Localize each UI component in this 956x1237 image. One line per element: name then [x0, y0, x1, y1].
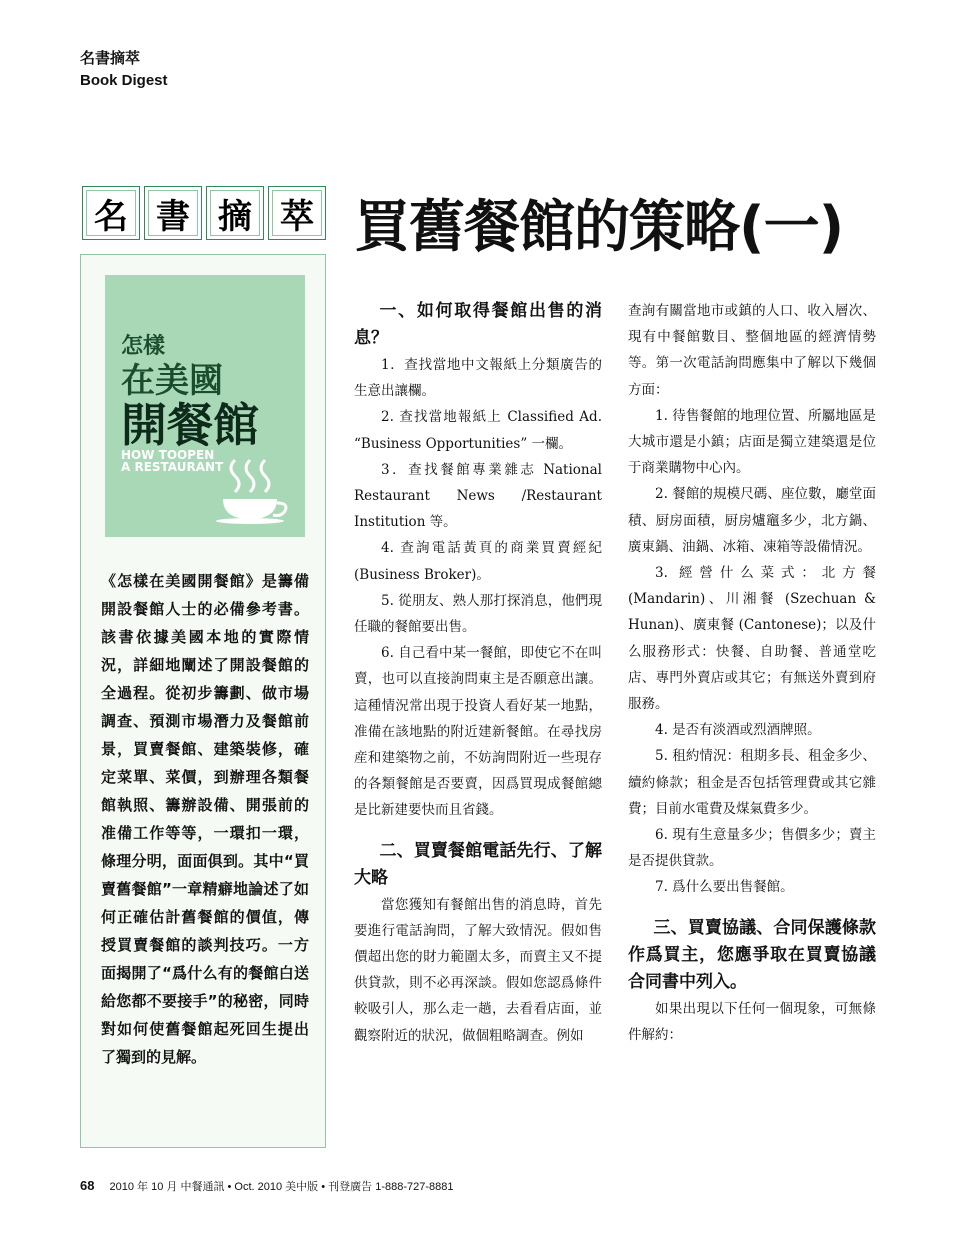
paragraph: 4. 是否有淡酒或烈酒牌照。: [655, 722, 821, 739]
section-title-en: Book Digest: [80, 72, 168, 89]
paragraph: 5. 從朋友、熟人那打探消息，他們現任職的餐館要出售。: [354, 592, 602, 636]
paragraph: 1．查找當地中文報紙上分類廣告的生意出讓欄。: [354, 357, 602, 400]
article-title: 買舊餐館的策略(一): [354, 195, 844, 260]
box-char: 名: [82, 186, 140, 240]
book-cover: [105, 275, 305, 537]
paragraph: 2. 餐館的規模尺碼、座位數，廳堂面積、厨房面積，厨房爐竈多少，北方鍋、廣東鍋、油鍋、冰箱、凍箱等設備情況。: [628, 486, 876, 555]
box-char: 摘: [206, 186, 264, 240]
box-char: 書: [144, 186, 202, 240]
section-heading: 三、買賣協議、合同保護條款作爲買主，您應爭取在買賣協議合同書中列入。: [628, 917, 876, 992]
paragraph: 2. 查找當地報紙上 Classified Ad. “Business Opportunities” 一欄。: [354, 409, 602, 452]
page-number: 68: [80, 1178, 95, 1193]
paragraph: 如果出現以下任何一個現象，可無條件解約：: [628, 1000, 876, 1043]
sidebar: [80, 254, 326, 1148]
section-heading: 一、如何取得餐館出售的消息？: [354, 301, 602, 348]
page-footer: [80, 1178, 453, 1194]
book-summary: 《怎樣在美國開餐館》是籌備開設餐館人士的必備參考書。該書依據美國本地的實際情況，詳細地闡述了開設餐館的全過程。從初步籌劃、做市場調查、預測市場潛力及餐館前景，買賣餐館、建築裝修，確定菜單、菜價，到辦理各類餐館執照、籌辦設備、開張前的准備工作等等，一環扣一環，條理分明，面面俱到。其中“買賣舊餐館”一章精癖地論述了如何正確估計舊餐館的價值，傳授買賣餐館的談判技巧。一方面揭開了“爲什么有的餐館白送給您都不要接手”的秘密，同時對如何使舊餐館起死回生提出了獨到的見解。: [101, 572, 309, 1066]
paragraph: 3．查找餐館專業雜志 National Restaurant News /Restaurant Institution 等。: [354, 461, 602, 531]
coffee-cup-icon: [205, 455, 295, 525]
footer-text: 2010 年 10 月 中餐通訊 • Oct. 2010 美中版 • 刊登廣告 1-888-727-8881: [109, 1181, 454, 1193]
paragraph: 4. 查詢電話黃頁的商業買賣經紀 (Business Broker)。: [354, 540, 602, 583]
cover-line: 在美國: [121, 361, 223, 401]
box-char: 萃: [268, 186, 326, 240]
paragraph: 1. 待售餐館的地理位置、所屬地區是大城市還是小鎮；店面是獨立建築還是位于商業購物中心內。: [628, 407, 876, 477]
paragraph: 3. 經營什么菜式：北方餐 (Mandarin)、川湘餐 (Szechuan & Hunan)、廣東餐 (Cantonese)；以及什么服務形式：快餐、自助餐、普通堂吃店、專門外賣店或其它；有無送外賣到府服務。: [628, 565, 876, 713]
paragraph: 6. 現有生意量多少；售價多少；賣主是否提供貸款。: [628, 827, 876, 870]
article-column-1: [354, 298, 602, 1049]
section-header: [80, 48, 168, 92]
cover-line: 開餐館: [121, 398, 259, 452]
section-title-zh: 名書摘萃: [80, 50, 141, 67]
paragraph: 當您獲知有餐館出售的消息時，首先要進行電話詢問，了解大致情況。假如售價超出您的財力範圍太多，而賣主又不提供貸款，則不必再深談。假如您認爲條件較吸引人，那么走一趟，去看看店面，並觀察附近的狀況，做個粗略調查。例如: [354, 896, 602, 1044]
article-column-2: [628, 298, 876, 1048]
section-heading: 二、買賣餐館電話先行、了解大略: [354, 840, 602, 888]
cover-en-line: HOW TOOPEN: [121, 448, 215, 462]
cover-en-line: A RESTAURANT: [121, 460, 224, 474]
section-boxes: [82, 186, 330, 240]
cover-line: 怎樣: [121, 334, 166, 359]
paragraph: 7. 爲什么要出售餐館。: [655, 879, 794, 896]
paragraph: 5. 租約情況：租期多長、租金多少、續約條款；租金是否包括管理費或其它雜費；目前水電費及煤氣費多少。: [628, 748, 876, 817]
paragraph: 查詢有關當地市或鎮的人口、收入層次、現有中餐館數目、整個地區的經濟情勢等。第一次電話詢問應集中了解以下幾個方面：: [628, 303, 876, 398]
paragraph: 6. 自己看中某一餐館，即使它不在叫賣，也可以直接詢問東主是否願意出讓。這種情況常出現于投資人看好某一地點，准備在該地點的附近建新餐館。在尋找房産和建築物之前，不妨詢問附近一些現存的各類餐館是否要賣，因爲買現成餐館總是比新建要快而且省錢。: [354, 645, 602, 819]
